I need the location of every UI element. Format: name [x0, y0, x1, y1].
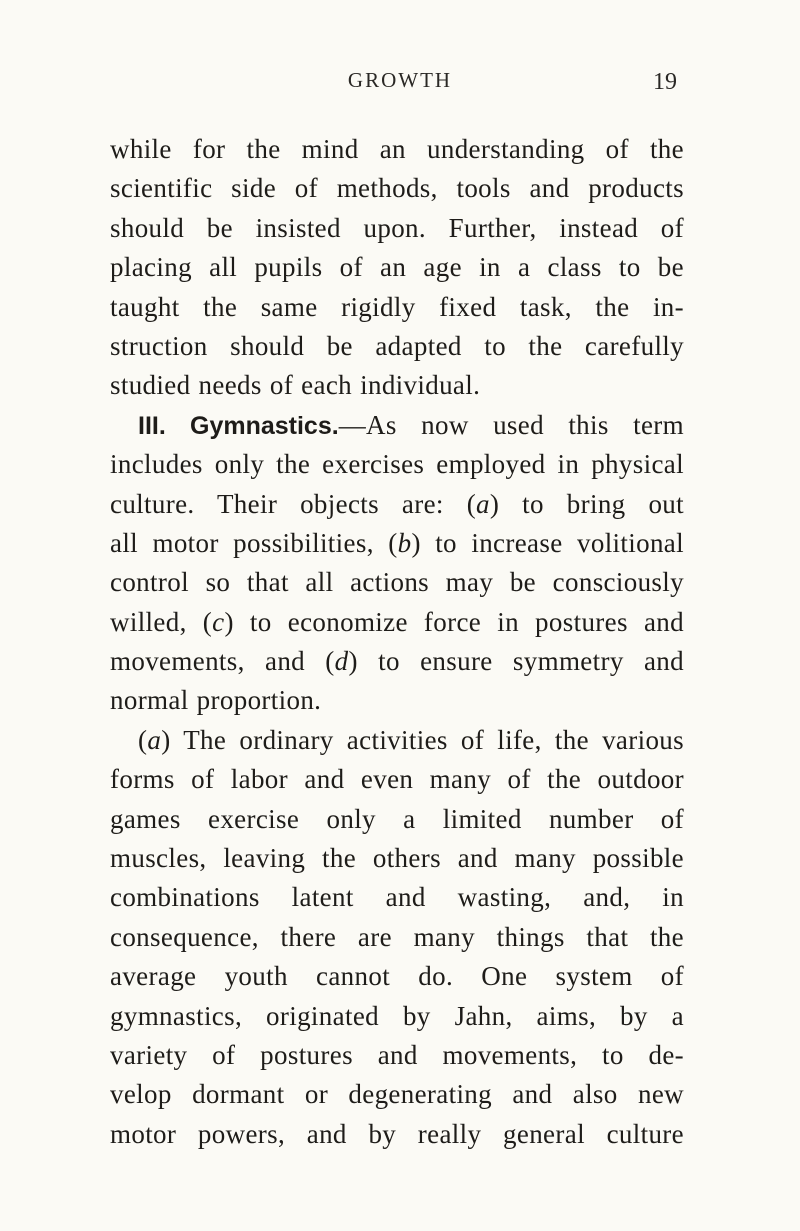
page-number: 19 — [653, 69, 677, 95]
text-line — [110, 642, 684, 681]
text-fragment: willed, ( — [110, 606, 213, 637]
text-line: taught the same rigidly fixed task, the in- — [110, 291, 684, 322]
text-fragment: movements, and ( — [110, 646, 335, 677]
text-fragment: ( — [138, 724, 148, 755]
italic-letter: b — [397, 527, 412, 558]
text-line: forms of labor and even many of the outdoor — [110, 764, 684, 795]
italic-letter: c — [212, 606, 225, 637]
text-line: studied needs of each individual. — [110, 370, 481, 401]
text-line: games exercise only a limited number of — [110, 803, 684, 834]
text-fragment: ) The ordinary activities of life, the various — [161, 724, 684, 755]
text-line: includes only the exercises employed in physical — [110, 449, 684, 480]
text-line — [110, 485, 684, 524]
text-line: while for the mind an understanding of the — [110, 134, 684, 164]
text-fragment: ) to ensure symmetry and — [348, 646, 684, 677]
text-line: struction should be adapted to the carefully — [110, 330, 684, 361]
section-heading: III. Gymnastics. — [138, 411, 339, 440]
text-line: control so that all actions may be consciously — [110, 567, 684, 598]
italic-letter: a — [147, 724, 162, 755]
text-fragment: ) to bring out — [489, 488, 684, 519]
text-line: normal proportion. — [110, 685, 322, 716]
text-line — [110, 721, 684, 760]
italic-letter: a — [476, 488, 490, 519]
text-line: variety of postures and movements, to de- — [110, 1039, 684, 1070]
section-line — [110, 406, 684, 445]
body-text — [110, 130, 684, 1154]
running-head: GROWTH — [347, 68, 453, 92]
text-line: should be insisted upon. Further, instead of — [110, 212, 684, 243]
text-fragment: —As now used this term — [338, 409, 684, 440]
italic-letter: d — [334, 646, 349, 677]
text-line — [110, 603, 684, 642]
text-line: motor powers, and by really general culture — [110, 1118, 684, 1149]
text-fragment: ) to increase volitional — [411, 527, 684, 558]
text-line: velop dormant or degenerating and also new — [110, 1079, 684, 1110]
text-fragment: culture. Their objects are: ( — [110, 488, 477, 519]
text-line: consequence, there are many things that the — [110, 921, 684, 952]
text-line: scientific side of methods, tools and products — [110, 173, 684, 204]
text-line — [110, 524, 684, 563]
text-line: gymnastics, originated by Jahn, aims, by a — [110, 1000, 684, 1031]
page-header — [0, 68, 800, 102]
text-fragment: ) to economize force in postures and — [224, 606, 684, 637]
text-line: muscles, leaving the others and many possible — [110, 843, 684, 874]
text-fragment: all motor possibilities, ( — [110, 527, 398, 558]
text-line: combinations latent and wasting, and, in — [110, 882, 684, 913]
text-line: average youth cannot do. One system of — [110, 961, 684, 992]
text-line: placing all pupils of an age in a class to be — [110, 252, 684, 283]
